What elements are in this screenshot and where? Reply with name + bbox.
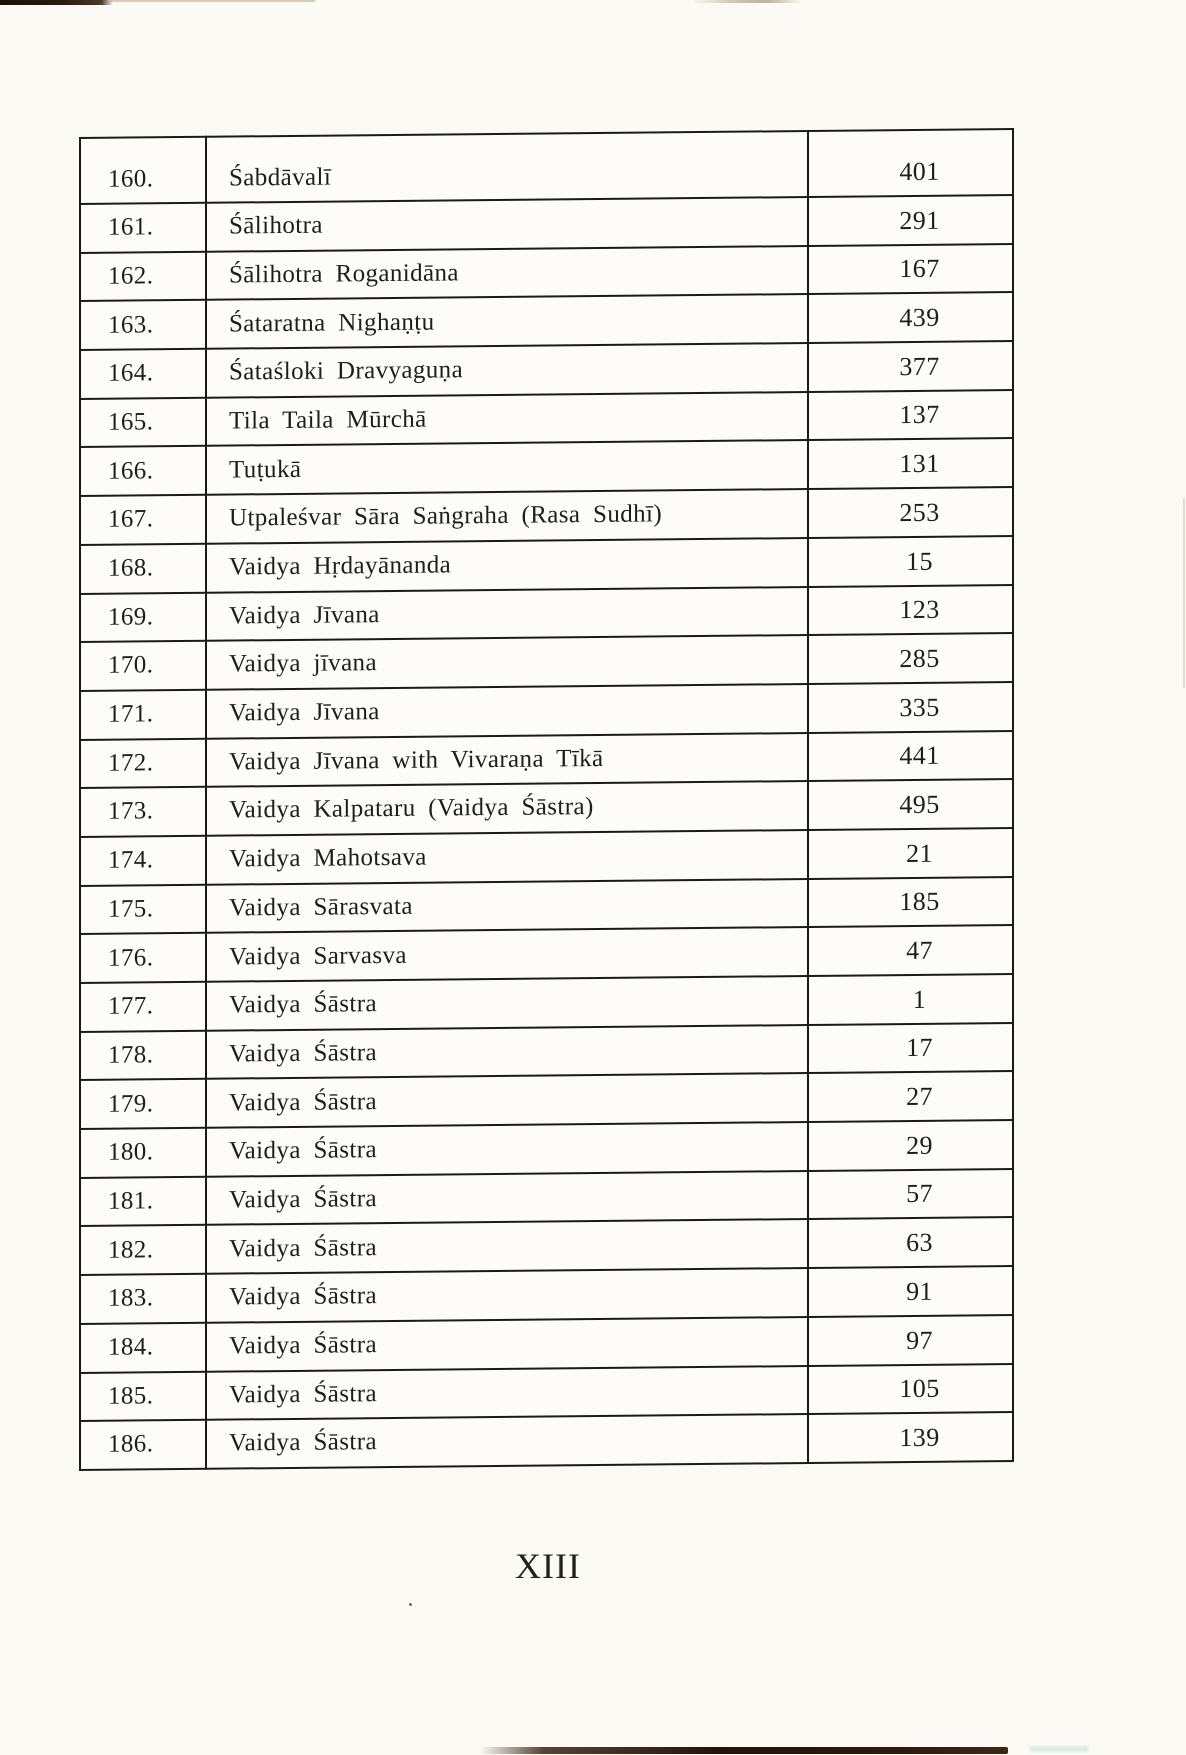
table-row <box>80 292 1013 350</box>
table-row <box>80 1169 1013 1227</box>
index-table-container <box>79 128 1014 1471</box>
scan-artifact-teal-mark <box>1030 1746 1088 1752</box>
table-row <box>80 1315 1013 1373</box>
title-cell: Vaidya Śāstra <box>206 1268 808 1322</box>
page-number-cell: 91 <box>808 1266 1013 1317</box>
title-cell: Tuṭukā <box>206 440 808 494</box>
serial-number-cell: 178. <box>80 1030 206 1080</box>
table-row <box>80 1071 1013 1129</box>
page-number-cell: 27 <box>808 1071 1013 1122</box>
table-row <box>80 341 1013 399</box>
table-row <box>80 390 1013 448</box>
table-row <box>80 1023 1013 1081</box>
page-number-cell: 1 <box>808 974 1013 1025</box>
page-number-cell: 439 <box>808 292 1013 343</box>
serial-number-cell: 184. <box>80 1323 206 1373</box>
title-cell: Śataśloki Dravyaguṇa <box>206 343 808 397</box>
serial-number-cell: 173. <box>80 787 206 837</box>
page-number-cell: 17 <box>808 1023 1013 1074</box>
serial-number-cell: 185. <box>80 1371 206 1421</box>
serial-number-cell: 171. <box>80 690 206 740</box>
table-row <box>80 974 1013 1032</box>
page-number-cell: 285 <box>808 633 1013 684</box>
table-row <box>80 129 1013 204</box>
page-number-cell: 97 <box>808 1315 1013 1366</box>
page-number-cell: 57 <box>808 1169 1013 1220</box>
serial-number-cell: 160. <box>80 137 206 204</box>
scan-artifact-top-left-bar <box>0 0 113 5</box>
scan-artifact-bottom-bar <box>480 1747 1008 1754</box>
footer-page-number: XIII <box>515 1546 581 1586</box>
title-cell: Vaidya Śāstra <box>206 1366 808 1420</box>
page-number-cell: 441 <box>808 731 1013 782</box>
index-table <box>79 128 1014 1471</box>
scan-artifact-top-middle-mark <box>695 0 800 3</box>
table-row <box>80 925 1013 983</box>
scan-artifact-right-edge-line <box>1183 498 1185 688</box>
serial-number-cell: 165. <box>80 398 206 448</box>
title-cell: Śālihotra Roganidāna <box>206 246 808 300</box>
title-cell: Vaidya jīvana <box>206 635 808 689</box>
title-cell: Vaidya Sārasvata <box>206 879 808 933</box>
table-row <box>80 585 1013 643</box>
serial-number-cell: 168. <box>80 544 206 594</box>
title-cell: Śataratna Nighaṇṭu <box>206 294 808 348</box>
page-number-cell: 63 <box>808 1217 1013 1268</box>
title-cell: Vaidya Sarvasva <box>206 927 808 981</box>
serial-number-cell: 167. <box>80 495 206 545</box>
serial-number-cell: 169. <box>80 592 206 642</box>
title-cell: Vaidya Śāstra <box>206 1171 808 1225</box>
title-cell: Vaidya Śāstra <box>206 976 808 1030</box>
table-row <box>80 682 1013 740</box>
title-cell: Vaidya Śāstra <box>206 1122 808 1176</box>
table-row <box>80 1120 1013 1178</box>
table-row <box>80 877 1013 935</box>
table-row <box>80 1217 1013 1275</box>
title-cell: Vaidya Jīvana <box>206 684 808 738</box>
scan-artifact-footer-dot <box>409 1603 412 1606</box>
title-cell: Vaidya Śāstra <box>206 1025 808 1079</box>
serial-number-cell: 172. <box>80 738 206 788</box>
serial-number-cell: 181. <box>80 1177 206 1227</box>
serial-number-cell: 166. <box>80 446 206 496</box>
serial-number-cell: 164. <box>80 349 206 399</box>
serial-number-cell: 179. <box>80 1079 206 1129</box>
title-cell: Vaidya Śāstra <box>206 1317 808 1371</box>
serial-number-cell: 183. <box>80 1274 206 1324</box>
serial-number-cell: 182. <box>80 1225 206 1275</box>
page-number-cell: 47 <box>808 925 1013 976</box>
page-number-cell: 15 <box>808 536 1013 587</box>
table-row <box>80 1364 1013 1422</box>
page-number-cell: 253 <box>808 487 1013 538</box>
page-number-cell: 401 <box>808 129 1013 197</box>
page-number-cell: 185 <box>808 877 1013 928</box>
serial-number-cell: 170. <box>80 641 206 691</box>
title-cell: Śālihotra <box>206 197 808 251</box>
title-cell: Utpaleśvar Sāra Saṅgraha (Rasa Sudhī) <box>206 489 808 543</box>
index-table-body <box>80 129 1013 1470</box>
serial-number-cell: 162. <box>80 251 206 301</box>
serial-number-cell: 174. <box>80 836 206 886</box>
page-number-cell: 495 <box>808 779 1013 830</box>
table-row <box>80 633 1013 691</box>
table-row <box>80 438 1013 496</box>
scan-artifact-top-left-tail <box>110 0 315 2</box>
page-number-cell: 131 <box>808 438 1013 489</box>
title-cell: Tila Taila Mūrchā <box>206 392 808 446</box>
serial-number-cell: 180. <box>80 1128 206 1178</box>
title-cell: Vaidya Hṛdayānanda <box>206 538 808 592</box>
page-number-cell: 291 <box>808 195 1013 246</box>
serial-number-cell: 163. <box>80 300 206 350</box>
serial-number-cell: 186. <box>80 1420 206 1470</box>
page-number-cell: 139 <box>808 1412 1013 1463</box>
table-row <box>80 828 1013 886</box>
table-row <box>80 731 1013 789</box>
title-cell: Vaidya Jīvana <box>206 587 808 641</box>
table-row <box>80 1266 1013 1324</box>
page-number-cell: 123 <box>808 585 1013 636</box>
table-row <box>80 779 1013 837</box>
title-cell: Vaidya Śāstra <box>206 1414 808 1468</box>
table-row <box>80 487 1013 545</box>
serial-number-cell: 175. <box>80 884 206 934</box>
title-cell: Vaidya Jīvana with Vivaraṇa Tīkā <box>206 733 808 787</box>
page-number-cell: 21 <box>808 828 1013 879</box>
table-row <box>80 244 1013 302</box>
title-cell: Vaidya Śāstra <box>206 1219 808 1273</box>
table-row <box>80 195 1013 253</box>
title-cell: Vaidya Mahotsava <box>206 830 808 884</box>
serial-number-cell: 176. <box>80 933 206 983</box>
title-cell: Śabdāvalī <box>206 131 808 203</box>
table-row <box>80 1412 1013 1470</box>
page-number-cell: 167 <box>808 244 1013 295</box>
page-number-cell: 29 <box>808 1120 1013 1171</box>
title-cell: Vaidya Śāstra <box>206 1073 808 1127</box>
page-number-cell: 137 <box>808 390 1013 441</box>
page-number-cell: 335 <box>808 682 1013 733</box>
page-number-cell: 105 <box>808 1364 1013 1415</box>
serial-number-cell: 161. <box>80 203 206 253</box>
serial-number-cell: 177. <box>80 982 206 1032</box>
page-number-cell: 377 <box>808 341 1013 392</box>
table-row <box>80 536 1013 594</box>
title-cell: Vaidya Kalpataru (Vaidya Śāstra) <box>206 781 808 835</box>
